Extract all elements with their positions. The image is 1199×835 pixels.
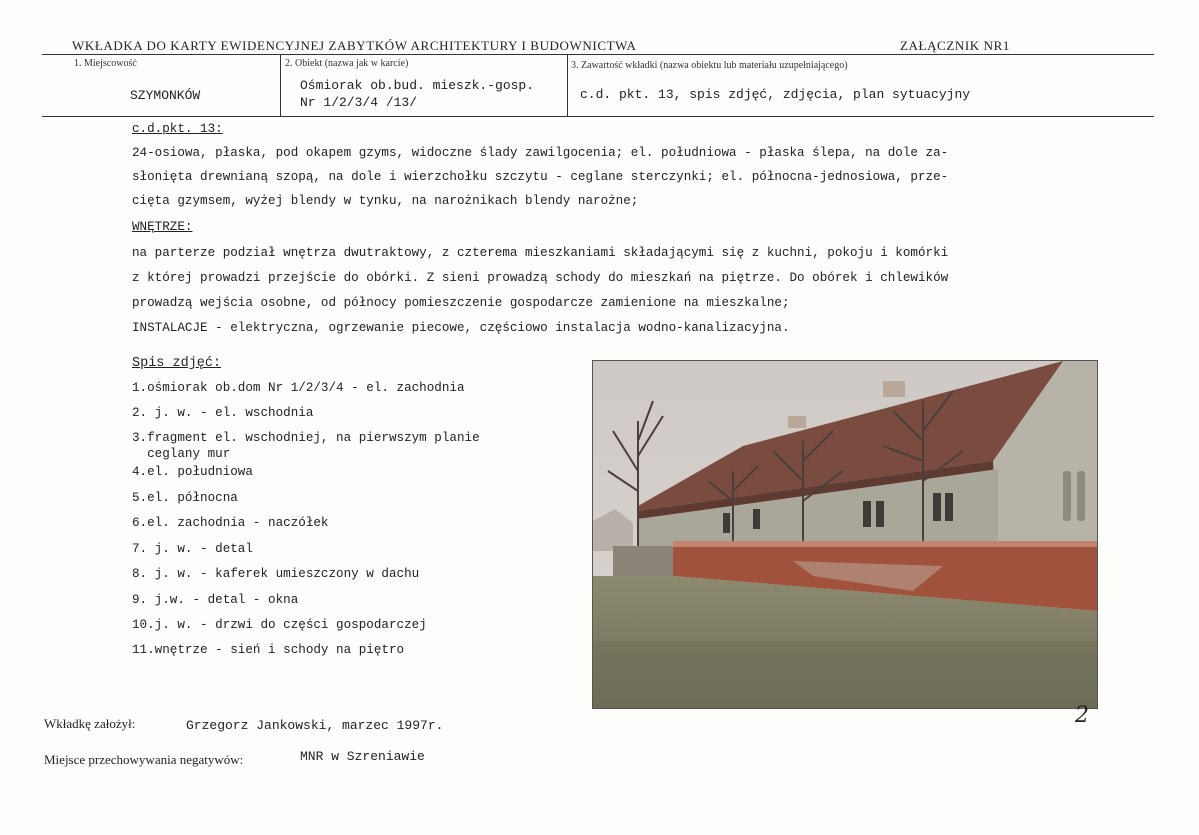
photo-list-title: Spis zdjęć:: [132, 356, 222, 371]
field-divider-2: [567, 55, 568, 116]
negatives-value: MNR w Szreniawie: [300, 749, 425, 764]
photo-list-item: 8. j. w. - kaferek umieszczony w dachu: [132, 567, 420, 581]
photo-list-item: 7. j. w. - detal: [132, 542, 253, 556]
photo-list-item: 5.el. północna: [132, 491, 238, 505]
page-number: 2: [1075, 703, 1089, 728]
section2-line: na parterze podział wnętrza dwutraktowy, z czterema mieszkaniami składającymi się z kuchni, pokoju i komórki: [132, 246, 949, 260]
photo-list-item: 2. j. w. - el. wschodnia: [132, 406, 314, 420]
annex-label: ZAŁĄCZNIK NR1: [900, 38, 1010, 53]
photo-list-item: 11.wnętrze - sień i schody na piętro: [132, 643, 405, 657]
section1-line: słonięta drewnianą szopą, na dole i wierzchołku szczytu - ceglane sterczynki; el. północna-jednosiowa, prze-: [132, 170, 949, 184]
header-rule-bottom: [42, 116, 1154, 117]
building-photograph: [592, 360, 1098, 709]
author-label: Wkładkę założył:: [44, 716, 136, 731]
field-divider-1: [280, 55, 281, 116]
photo-list-item: 1.ośmiorak ob.dom Nr 1/2/3/4 - el. zachodnia: [132, 381, 465, 395]
section1-line: 24-osiowa, płaska, pod okapem gzyms, widoczne ślady zawilgocenia; el. południowa - płaska ślepa, na dole za-: [132, 146, 949, 160]
section1-line: cięta gzymsem, wyżej blendy w tynku, na narożnikach blendy narożne;: [132, 194, 639, 208]
locality-label: 1. Miejscowość: [74, 58, 137, 69]
content-value: c.d. pkt. 13, spis zdjęć, zdjęcia, plan sytuacyjny: [580, 87, 971, 102]
negatives-label: Miejsce przechowywania negatywów:: [44, 752, 244, 767]
object-value-line-2: Nr 1/2/3/4 /13/: [300, 95, 418, 110]
section2-line: INSTALACJE - elektryczna, ogrzewanie piecowe, częściowo instalacja wodno-kanalizacyjna.: [132, 321, 790, 335]
content-label: 3. Zawartość wkładki (nazwa obiektu lub materiału uzupełniającego): [571, 60, 848, 71]
photo-list-item: 10.j. w. - drzwi do części gospodarczej: [132, 618, 427, 632]
photo-list-item: 4.el. południowa: [132, 465, 253, 479]
section-title-cd-pkt-13: c.d.pkt. 13:: [132, 122, 223, 136]
photo-list-item: 9. j.w. - detal - okna: [132, 593, 299, 607]
header-rule-top: [42, 54, 1154, 55]
photo-list-item: 3.fragment el. wschodniej, na pierwszym planie: [132, 431, 480, 445]
photo-list-item: 6.el. zachodnia - naczółek: [132, 516, 329, 530]
object-label: 2. Obiekt (nazwa jak w karcie): [285, 58, 409, 69]
object-value-line-1: Ośmiorak ob.bud. mieszk.-gosp.: [300, 78, 535, 93]
section2-line: z której prowadzi przejście do obórki. Z sieni prowadzą schody do mieszkań na piętrze. Do obórek i chlewików: [132, 271, 949, 285]
photo-list-item: ceglany mur: [132, 447, 231, 461]
author-value: Grzegorz Jankowski, marzec 1997r.: [186, 718, 444, 733]
form-title: WKŁADKA DO KARTY EWIDENCYJNEJ ZABYTKÓW ARCHITEKTURY I BUDOWNICTWA: [72, 38, 637, 53]
section-title-interior: WNĘTRZE:: [132, 220, 193, 234]
locality-value: SZYMONKÓW: [130, 88, 201, 103]
section2-line: prowadzą wejścia osobne, od północy pomieszczenie gospodarcze zamienione na mieszkalne;: [132, 296, 790, 310]
